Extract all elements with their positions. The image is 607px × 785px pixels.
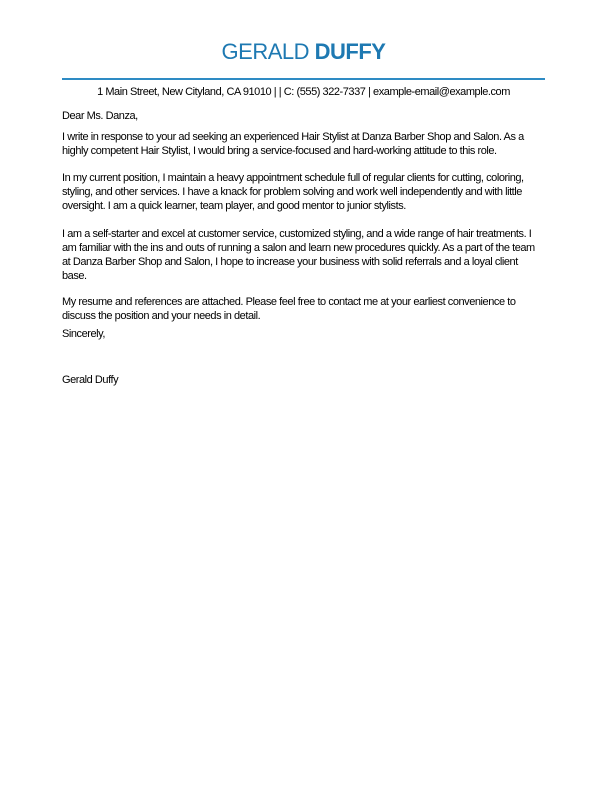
- body-paragraph-3: I am a self-starter and excel at customer service, customized styling, and a wide range of hair treatments. I am familiar with the ins and outs of running a salon and learn new procedures quickly. As a part of the team at Danza Barber Shop and Salon, I hope to increase your business with solid referrals and a loyal client base.: [62, 227, 535, 282]
- body-paragraph-4: My resume and references are attached. Please feel free to contact me at your earliest convenience to discuss the position and your needs in detail.: [62, 295, 516, 322]
- body-paragraph-1: I write in response to your ad seeking an experienced Hair Stylist at Danza Barber Shop and Salon. As a highly competent Hair Stylist, I would bring a service-focused and hard-working attitude to this role.: [62, 130, 524, 157]
- salutation: Dear Ms. Danza,: [62, 109, 138, 122]
- body-paragraph-2: In my current position, I maintain a heavy appointment schedule full of regular clients for cutting, coloring, styling, and other services. I have a knack for problem solving and work well independently and with little oversight. I am a quick learner, team player, and good mentor to junior stylists.: [62, 171, 524, 212]
- header-divider-rule: [62, 78, 545, 80]
- letter-content: [0, 41, 607, 387]
- closing-line: Sincerely,: [62, 327, 105, 340]
- letter-body: [62, 109, 545, 387]
- letter-header: [62, 41, 545, 99]
- page-title: [62, 41, 545, 63]
- signature-name: Gerald Duffy: [62, 373, 119, 386]
- last-name: DUFFY: [314, 39, 386, 64]
- contact-info-line: 1 Main Street, New Cityland, CA 91010 | | C: (555) 322-7337 | example-email@example.com: [97, 85, 510, 98]
- first-name: GERALD: [221, 39, 310, 64]
